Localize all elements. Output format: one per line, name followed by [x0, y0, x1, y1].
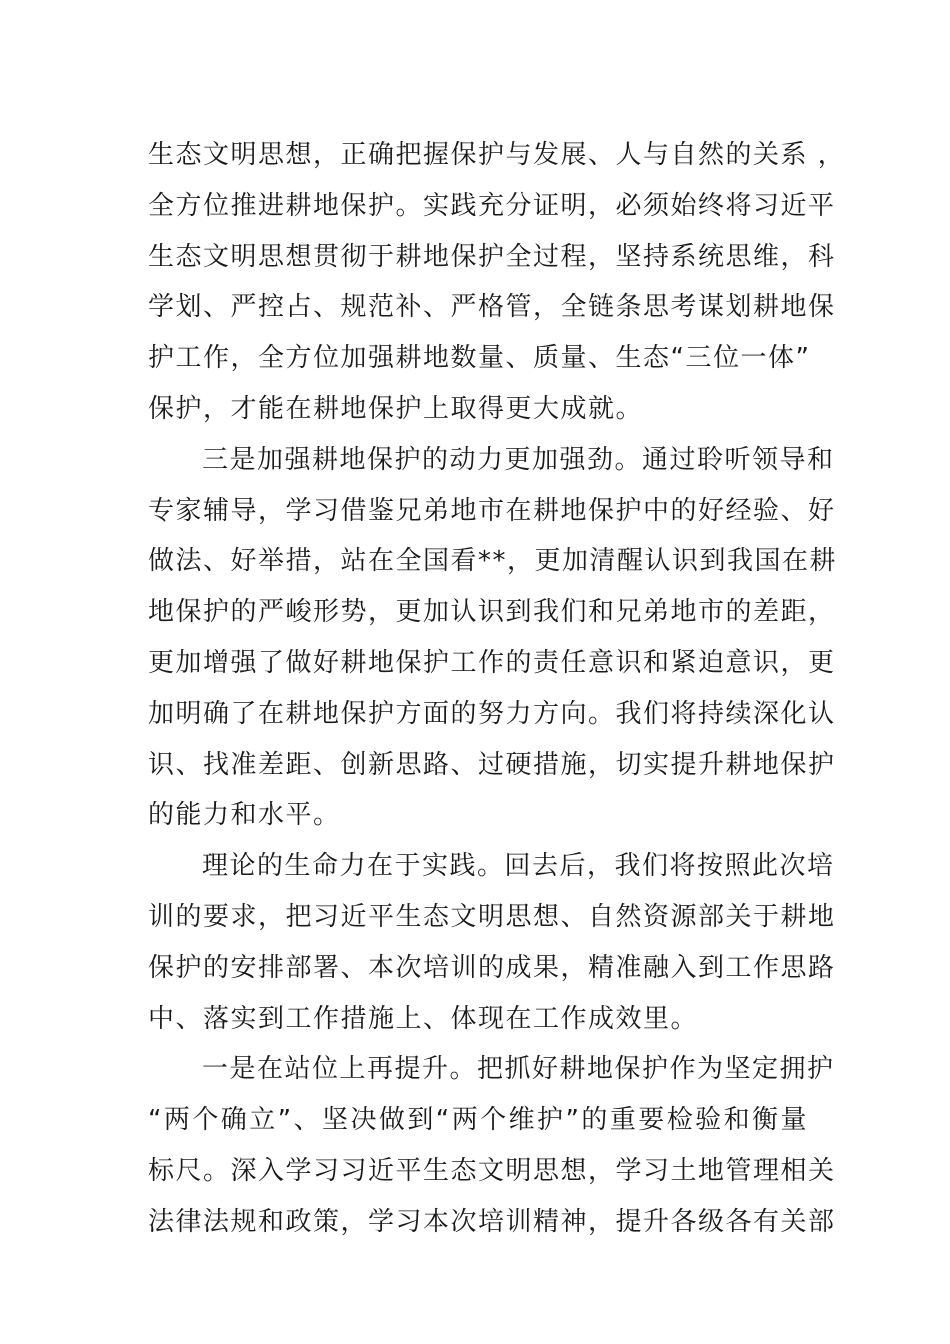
- text-line: 法律法规和政策，学习本次培训精神，提升各级各有关部: [148, 1206, 836, 1237]
- text-line: “两个确立”、坚决做到“两个维护”的重要检验和衡量: [148, 1105, 808, 1136]
- text-line: 学划、严控占、规范补、严格管，全链条思考谋划耕地保: [148, 292, 836, 323]
- text-line: 全方位推进耕地保护。实践充分证明，必须始终将习近平: [148, 190, 836, 221]
- body-text: [148, 130, 846, 1248]
- text-line: 保护，才能在耕地保护上取得更大成就。: [148, 393, 644, 424]
- text-line: 的能力和水平。: [148, 800, 341, 831]
- paragraph-start-line: 三是加强耕地保护的动力更加强劲。通过聆听领导和: [202, 444, 835, 475]
- text-line: 更加增强了做好耕地保护工作的责任意识和紧迫意识，更: [148, 647, 836, 678]
- text-line: 识、找准差距、创新思路、过硬措施，切实提升耕地保护: [148, 749, 836, 780]
- text-line: 中、落实到工作措施上、体现在工作成效里。: [148, 1003, 699, 1034]
- text-line: 护工作，全方位加强耕地数量、质量、生态“三位一体”: [148, 343, 811, 374]
- text-line: 训的要求，把习近平生态文明思想、自然资源部关于耕地: [148, 901, 836, 932]
- text-line: 加明确了在耕地保护方面的努力方向。我们将持续深化认: [148, 698, 836, 729]
- text-line: 保护的安排部署、本次培训的成果，精准融入到工作思路: [148, 952, 836, 983]
- paragraph-start-line: 一是在站位上再提升。把抓好耕地保护作为坚定拥护: [202, 1054, 835, 1085]
- text-line: 生态文明思想，正确把握保护与发展、人与自然的关系 ，: [148, 140, 846, 170]
- text-line: 地保护的严峻形势，更加认识到我们和兄弟地市的差距，: [148, 597, 836, 628]
- text-line: 做法、好举措，站在全国看**，更加清醒认识到我国在耕: [148, 546, 838, 577]
- text-line: 标尺。深入学习习近平生态文明思想，学习土地管理相关: [148, 1155, 836, 1186]
- text-line: 生态文明思想贯彻于耕地保护全过程，坚持系统思维，科: [148, 241, 836, 272]
- text-line: 专家辅导，学习借鉴兄弟地市在耕地保护中的好经验、好: [148, 495, 836, 526]
- paragraph-start-line: 理论的生命力在于实践。回去后，我们将按照此次培: [202, 851, 835, 882]
